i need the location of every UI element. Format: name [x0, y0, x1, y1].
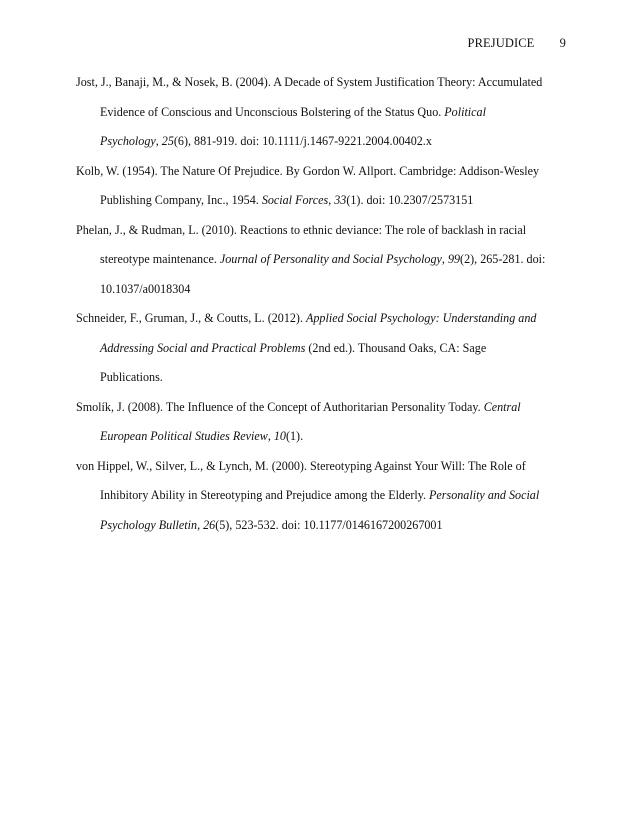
reference-entry	[76, 304, 576, 393]
reference-text: ,	[328, 193, 335, 207]
reference-text: (1).	[285, 429, 304, 443]
reference-italic-text: 26	[203, 517, 216, 532]
reference-line	[76, 68, 576, 98]
reference-text: Phelan, J., & Rudman, L. (2010). Reactions to ethnic deviance: The role of backlash in racial	[76, 222, 527, 237]
reference-line	[100, 275, 576, 305]
reference-text: Publications.	[100, 370, 163, 384]
reference-text: (2nd ed.). Thousand Oaks, CA: Sage	[305, 340, 487, 355]
reference-text: ,	[155, 134, 162, 148]
reference-text: von Hippel, W., Silver, L., & Lynch, M. (2000). Stereotyping Against Your Will: The Role of	[76, 458, 526, 473]
running-head-title: PREJUDICE	[467, 36, 535, 50]
reference-entry	[76, 452, 576, 541]
reference-line	[76, 452, 576, 482]
reference-list	[76, 68, 576, 540]
reference-italic-text: 99	[447, 252, 461, 266]
reference-italic-text: Political	[444, 104, 486, 119]
reference-text: (5), 523-532. doi: 10.1177/0146167200267001	[215, 517, 443, 532]
reference-entry	[76, 393, 576, 452]
reference-italic-text: Central	[483, 399, 521, 414]
reference-italic-text: 10	[273, 429, 286, 443]
reference-line	[76, 393, 576, 423]
reference-line	[100, 127, 576, 157]
reference-line	[76, 304, 576, 334]
reference-text: (6), 881-919. doi: 10.1111/j.1467-9221.2004.00402.x	[173, 134, 432, 148]
reference-text: Inhibitory Ability in Stereotyping and Prejudice among the Elderly.	[100, 488, 430, 502]
reference-line	[100, 422, 576, 452]
reference-italic-text: Applied Social Psychology: Understanding and	[306, 311, 537, 325]
reference-text: Evidence of Conscious and Unconscious Bolstering of the Status Quo.	[100, 104, 445, 119]
reference-italic-text: Psychology Bulletin	[100, 517, 198, 532]
reference-italic-text: Addressing Social and Practical Problems	[100, 340, 306, 355]
reference-entry	[76, 157, 576, 216]
reference-text: (1). doi: 10.2307/2573151	[346, 193, 474, 207]
reference-italic-text: Psychology	[100, 134, 156, 148]
reference-italic-text: Personality and Social	[429, 488, 540, 502]
reference-text: Schneider, F., Gruman, J., & Coutts, L. (2012).	[76, 311, 306, 325]
reference-line	[100, 245, 576, 275]
running-head	[468, 36, 566, 51]
reference-line	[100, 334, 576, 364]
reference-line	[100, 363, 576, 393]
reference-text: stereotype maintenance.	[100, 252, 220, 266]
reference-text: Smolík, J. (2008). The Influence of the Concept of Authoritarian Personality Today.	[76, 399, 484, 414]
reference-line	[76, 157, 576, 187]
reference-line	[76, 216, 576, 246]
reference-entry	[76, 68, 576, 157]
reference-line	[100, 511, 576, 541]
reference-text: ,	[441, 252, 448, 266]
reference-text: ,	[197, 517, 204, 532]
reference-italic-text: Social Forces	[261, 193, 329, 207]
reference-line	[100, 98, 576, 128]
reference-entry	[76, 216, 576, 305]
reference-text: (2), 265-281. doi:	[460, 252, 546, 266]
reference-text: ,	[267, 429, 274, 443]
reference-line	[100, 481, 576, 511]
reference-italic-text: 25	[161, 134, 174, 148]
reference-line	[100, 186, 576, 216]
reference-text: Kolb, W. (1954). The Nature Of Prejudice. By Gordon W. Allport. Cambridge: Addison-Wesley	[76, 163, 540, 178]
reference-italic-text: European Political Studies Review	[100, 429, 268, 443]
reference-italic-text: 33	[334, 193, 347, 207]
reference-italic-text: Journal of Personality and Social Psychology	[219, 252, 442, 266]
reference-text: Publishing Company, Inc., 1954.	[100, 193, 262, 207]
page-number: 9	[559, 36, 566, 50]
reference-text: Jost, J., Banaji, M., & Nosek, B. (2004). A Decade of System Justification Theory: Accumulated	[76, 75, 543, 89]
reference-text: 10.1037/a0018304	[100, 281, 191, 296]
